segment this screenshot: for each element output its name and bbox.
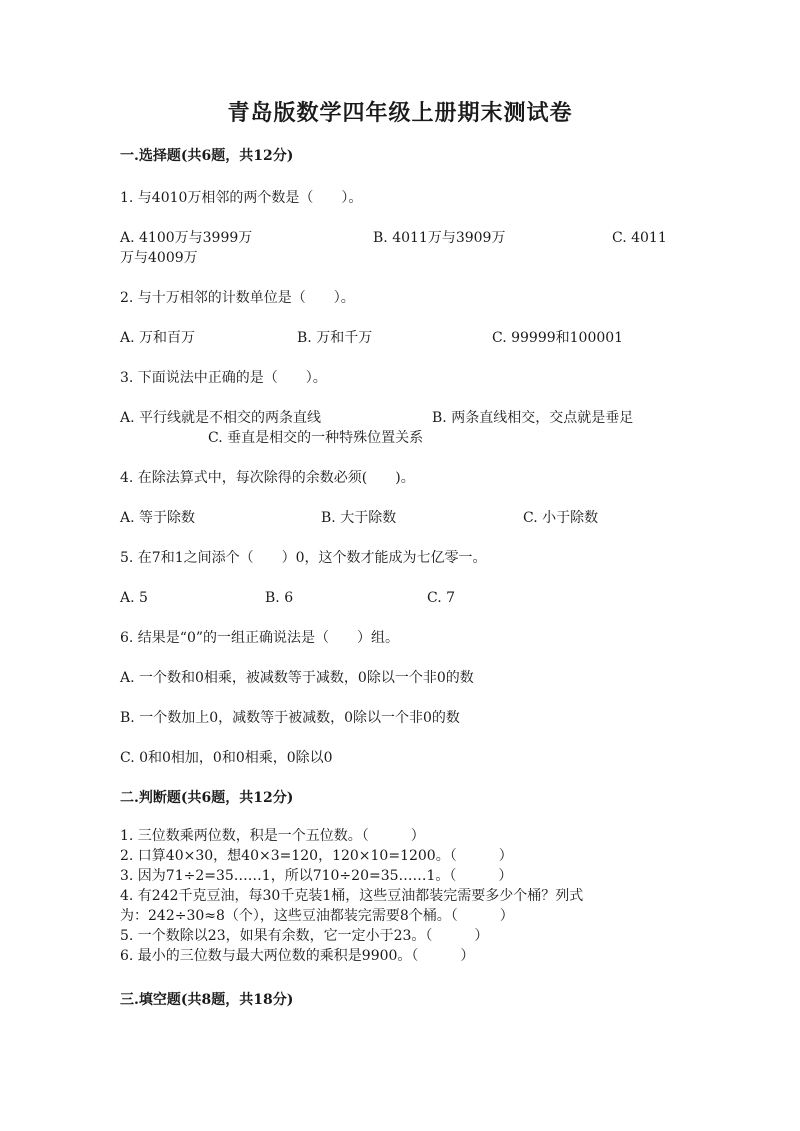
judgement-line: 4. 有242千克豆油，每30千克装1桶，这些豆油都装完需要多少个桶？列式 bbox=[120, 888, 584, 904]
option-a: A. 等于除数 bbox=[120, 510, 196, 526]
option-c: C. 0和0相加，0和0相乘，0除以0 bbox=[120, 750, 333, 766]
section-heading-judgement: 二.判断题(共6题，共12分) bbox=[120, 790, 294, 806]
option-a: A. 5 bbox=[120, 590, 148, 606]
option-b: B. 两条直线相交，交点就是垂足 bbox=[432, 410, 634, 426]
option-a: A. 平行线就是不相交的两条直线 bbox=[120, 410, 322, 426]
option-a: A. 万和百万 bbox=[120, 330, 196, 346]
question-stem: 6. 结果是“0”的一组正确说法是（ ）组。 bbox=[120, 630, 400, 646]
question-stem: 4. 在除法算式中，每次除得的余数必须( )。 bbox=[120, 470, 415, 486]
judgement-line: 2. 口算40×30，想40×3=120，120×10=1200。（ ） bbox=[120, 848, 513, 864]
question-stem: 2. 与十万相邻的计数单位是（ ）。 bbox=[120, 290, 355, 306]
option-c-continued: 万与4009万 bbox=[120, 250, 198, 266]
judgement-line: 6. 最小的三位数与最大两位数的乘积是9900。（ ） bbox=[120, 948, 475, 964]
section-heading-fill: 三.填空题(共8题，共18分) bbox=[120, 992, 294, 1008]
judgement-line: 1. 三位数乘两位数，积是一个五位数。（ ） bbox=[120, 828, 425, 844]
page-title: 青岛版数学四年级上册期末测试卷 bbox=[227, 100, 573, 126]
option-a: A. 4100万与3999万 bbox=[120, 230, 253, 246]
option-c: C. 垂直是相交的一种特殊位置关系 bbox=[208, 430, 424, 446]
question-stem: 3. 下面说法中正确的是（ ）。 bbox=[120, 370, 327, 386]
option-a: A. 一个数和0相乘，被减数等于减数，0除以一个非0的数 bbox=[120, 670, 474, 686]
option-c: C. 4011 bbox=[612, 230, 667, 246]
option-b: B. 一个数加上0，减数等于被减数，0除以一个非0的数 bbox=[120, 710, 460, 726]
option-b: B. 万和千万 bbox=[297, 330, 373, 346]
section-heading-choice: 一.选择题(共6题，共12分) bbox=[120, 148, 294, 164]
judgement-line: 5. 一个数除以23，如果有余数，它一定小于23。（ ） bbox=[120, 928, 489, 944]
judgement-line: 为：242÷30≈8（个），这些豆油都装完需要8个桶。（ ） bbox=[120, 908, 514, 924]
option-c: C. 小于除数 bbox=[523, 510, 599, 526]
judgement-line: 3. 因为71÷2=35……1，所以710÷20=35……1。（ ） bbox=[120, 868, 513, 884]
option-b: B. 大于除数 bbox=[321, 510, 397, 526]
option-b: B. 6 bbox=[265, 590, 294, 606]
option-c: C. 99999和100001 bbox=[492, 330, 624, 346]
option-b: B. 4011万与3909万 bbox=[373, 230, 506, 246]
question-stem: 5. 在7和1之间添个（ ）0，这个数才能成为七亿零一。 bbox=[120, 550, 487, 566]
question-stem: 1. 与4010万相邻的两个数是（ ）。 bbox=[120, 190, 363, 206]
option-c: C. 7 bbox=[427, 590, 456, 606]
